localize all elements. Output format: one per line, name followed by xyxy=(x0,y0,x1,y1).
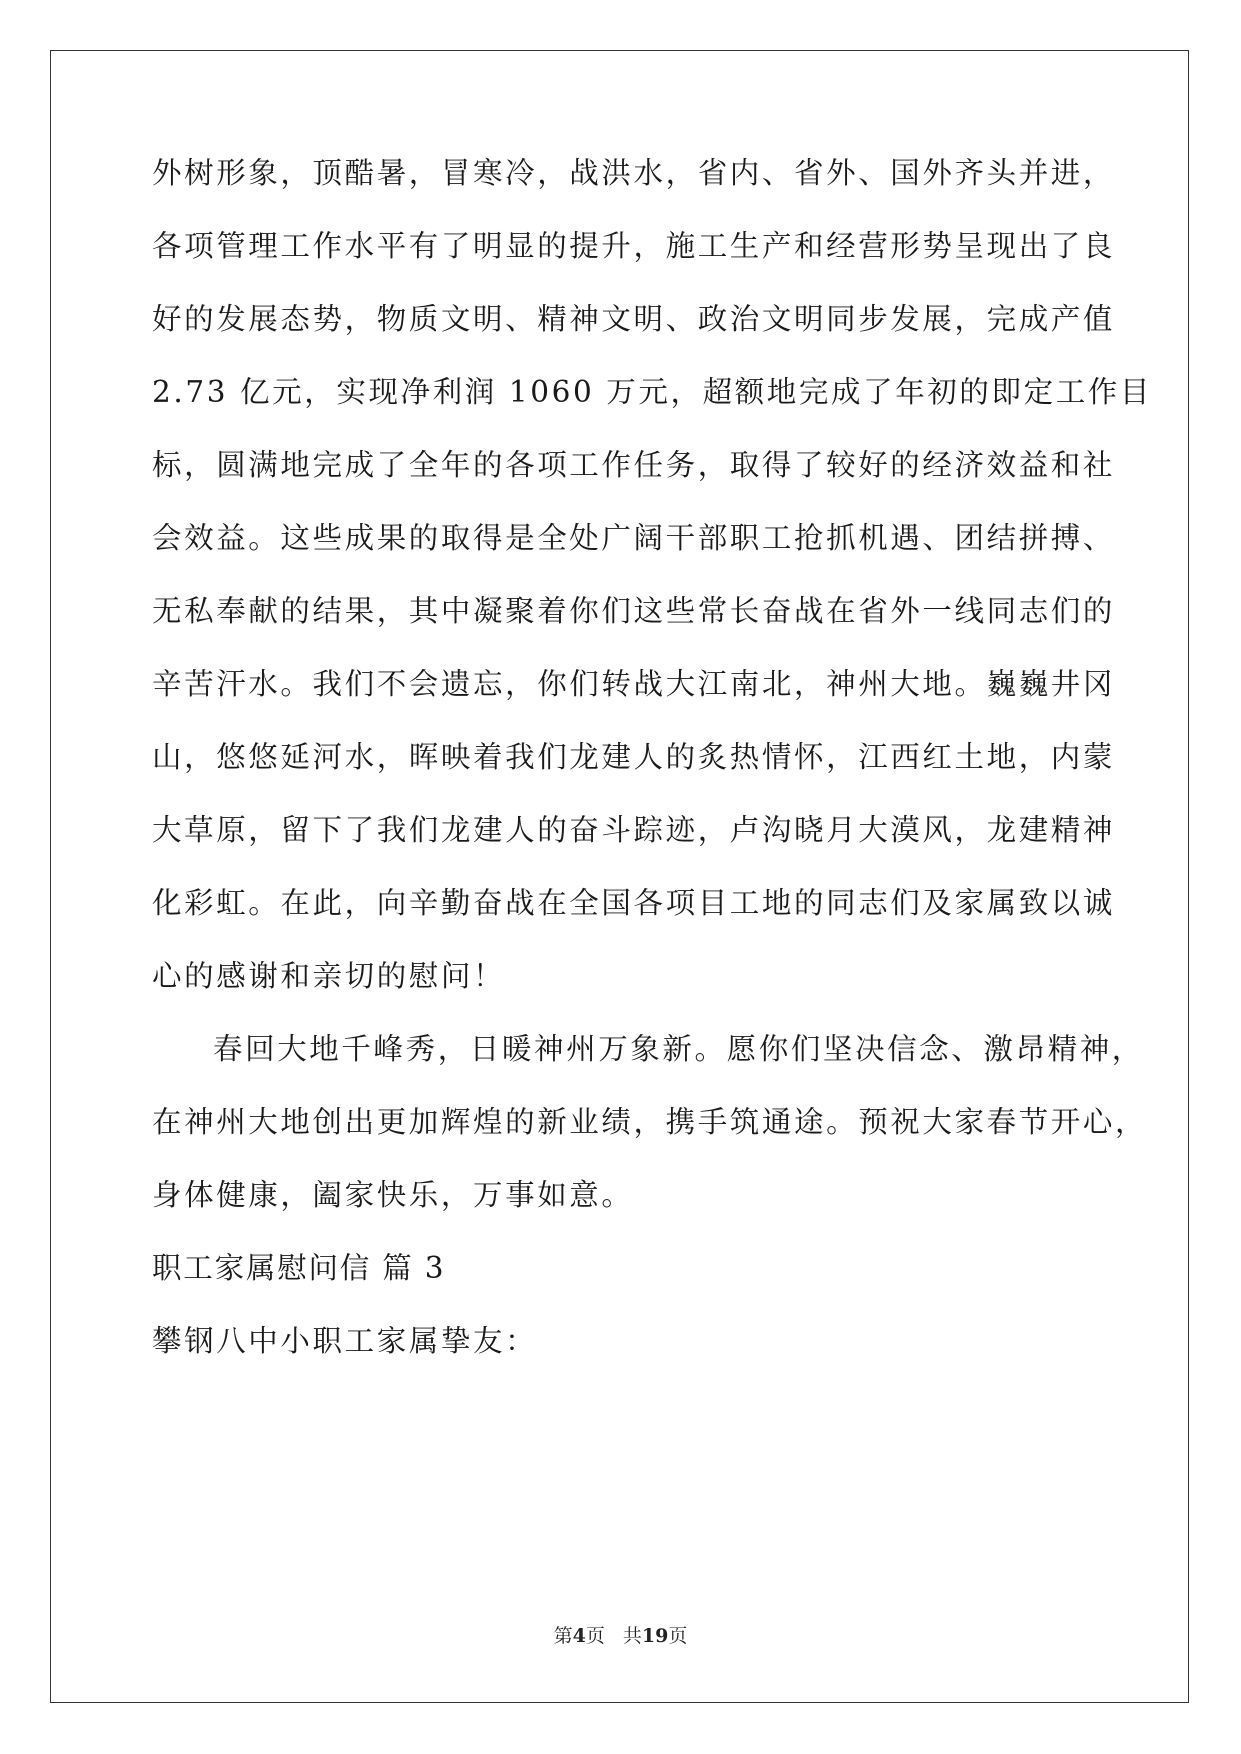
paragraph-2-line-3: 身体健康，阖家快乐，万事如意。 xyxy=(152,1178,634,1212)
paragraph-2-line-1: 春回大地千峰秀，日暖神州万象新。愿你们坚决信念、激昂精神， xyxy=(213,1032,1144,1066)
total-pages: 19 xyxy=(641,1625,669,1647)
paragraph-1-line-11: 化彩虹。在此，向辛勤奋战在全国各项目工地的同志们及家属致以诚 xyxy=(152,886,1116,920)
paragraph-1-line-3: 好的发展态势，物质文明、精神文明、政治文明同步发展，完成产值 xyxy=(152,302,1116,336)
section-heading: 职工家属慰问信 篇 3 xyxy=(152,1251,446,1285)
page-border xyxy=(50,50,1189,1703)
page-footer xyxy=(0,1624,1241,1648)
page-suffix: 页 xyxy=(585,1625,605,1647)
paragraph-1-line-4: 2.73 亿元，实现净利润 1060 万元，超额地完成了年初的即定工作目 xyxy=(152,375,1152,409)
paragraph-1-line-6: 会效益。这些成果的取得是全处广阔干部职工抢抓机遇、团结拼搏、 xyxy=(152,521,1116,555)
paragraph-1-line-10: 大草原，留下了我们龙建人的奋斗踪迹，卢沟晓月大漠风，龙建精神 xyxy=(152,813,1116,847)
paragraph-1-line-5: 标，圆满地完成了全年的各项工作任务，取得了较好的经济效益和社 xyxy=(152,448,1116,482)
paragraph-1-line-2: 各项管理工作水平有了明显的提升，施工生产和经营形势呈现出了良 xyxy=(152,229,1116,263)
paragraph-1-line-1: 外树形象，顶酷暑，冒寒冷，战洪水，省内、省外、国外齐头并进， xyxy=(152,156,1116,190)
paragraph-1-line-12: 心的感谢和亲切的慰问！ xyxy=(152,959,506,993)
paragraph-1-line-9: 山，悠悠延河水，晖映着我们龙建人的炙热情怀，江西红土地，内蒙 xyxy=(152,740,1116,774)
page-prefix: 第 xyxy=(553,1625,573,1647)
total-suffix: 页 xyxy=(668,1625,688,1647)
paragraph-2-line-2: 在神州大地创出更加辉煌的新业绩，携手筑通途。预祝大家春节开心， xyxy=(152,1105,1148,1139)
page-number: 4 xyxy=(572,1625,586,1647)
salutation: 攀钢八中小职工家属挚友： xyxy=(152,1324,538,1358)
paragraph-1-line-7: 无私奉献的结果，其中凝聚着你们这些常长奋战在省外一线同志们的 xyxy=(152,594,1116,628)
total-prefix: 共 xyxy=(622,1625,642,1647)
paragraph-1-line-8: 辛苦汗水。我们不会遗忘，你们转战大江南北，神州大地。巍巍井冈 xyxy=(152,667,1116,701)
